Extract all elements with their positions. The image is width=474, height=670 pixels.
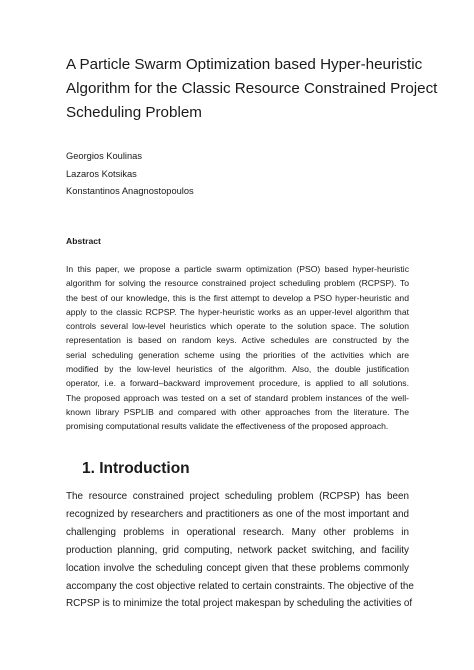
abstract-heading: Abstract — [66, 236, 101, 246]
intro-line: location involve the scheduling concept given that these problems commonly — [66, 562, 409, 574]
intro-line: RCPSP is to minimize the total project makespan by scheduling the activities of — [66, 598, 413, 610]
abstract-line: In this paper, we propose a particle swarm optimization (PSO) based hyper-heuristic — [66, 264, 409, 274]
abstract-line: The proposed approach was tested on a set of standard problem instances of the well- — [66, 392, 409, 403]
intro-line: production planning, grid computing, network packet switching, and facility — [66, 544, 409, 556]
title-line: Algorithm for the Classic Resource Constrained Project — [66, 80, 438, 97]
abstract-line: representation is based on random keys. Active schedules are constructed by the — [66, 335, 409, 346]
abstract-line: known library PSPLIB and compared with other approaches from the literature. The — [66, 406, 409, 417]
section-heading-introduction: 1. Introduction — [82, 460, 190, 477]
abstract-line: promising computational results validate the effectiveness of the proposed approach. — [66, 421, 389, 432]
author-list — [66, 148, 194, 201]
abstract-paragraph — [66, 262, 409, 434]
abstract-line: operator, i.e. a forward–backward improvement procedure, is applied to all solutions. — [66, 378, 409, 389]
abstract-line: apply to the classic RCPSP. The hyper-heuristic works as an upper-level algorithm that — [66, 306, 409, 317]
intro-line: recognized by researchers and practitioners as one of the most important and — [66, 508, 409, 520]
abstract-line: the best of our knowledge, this is the first attempt to develop a PSO hyper-heuristic and — [66, 292, 409, 303]
introduction-paragraph — [66, 488, 414, 613]
author-name: Georgios Koulinas — [66, 151, 142, 161]
title-line: A Particle Swarm Optimization based Hyper-heuristic — [66, 56, 423, 73]
intro-line: challenging problems in operational research. Many other problems in — [66, 526, 409, 538]
abstract-line: controls several low-level heuristics which operate to the solution space. The solution — [66, 321, 409, 332]
intro-line: The resource constrained project scheduling problem (RCPSP) has been — [66, 491, 409, 502]
abstract-line: modified by the low-level heuristics of the algorithm. Also, the double justification — [66, 364, 409, 375]
abstract-line: serial scheduling generation scheme using the priorities of the activities which are — [66, 349, 409, 360]
intro-line: accompany the cost objective related to certain constraints. The objective of the — [66, 580, 414, 592]
abstract-line: algorithm for solving the resource constrained project scheduling problem (RCPSP). To — [66, 278, 409, 289]
author-name: Konstantinos Anagnostopoulos — [66, 186, 194, 196]
paper-title — [66, 53, 438, 125]
author-name: Lazaros Kotsikas — [66, 168, 137, 179]
title-line: Scheduling Problem — [66, 104, 202, 121]
